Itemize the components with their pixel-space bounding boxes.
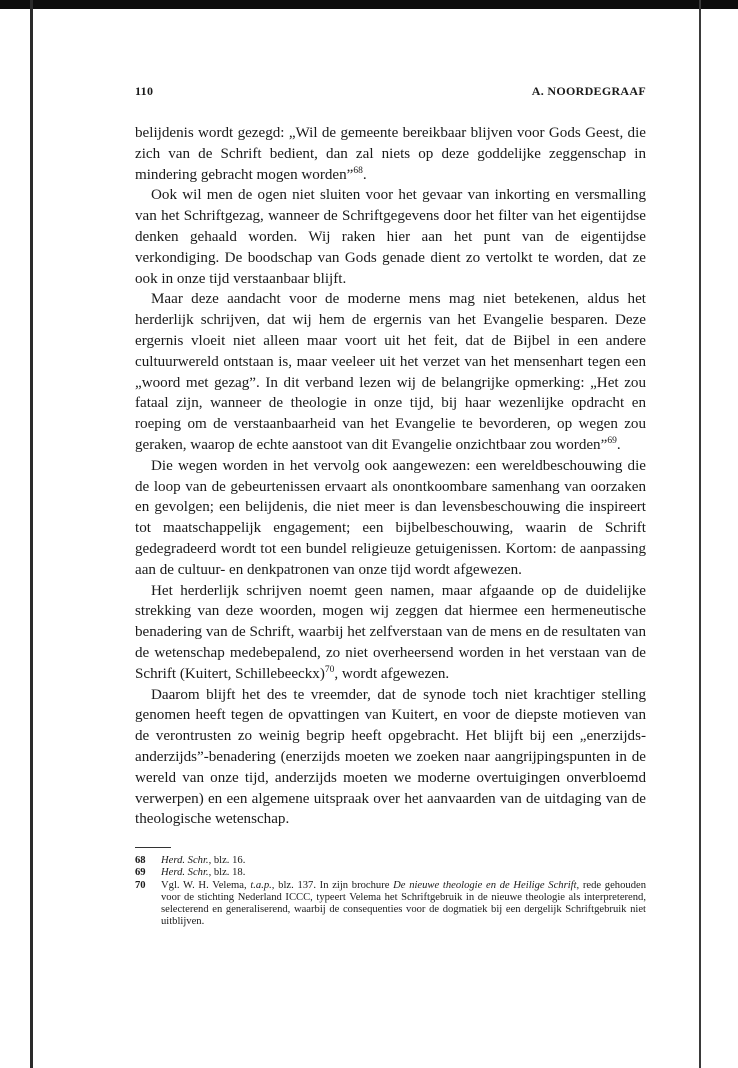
- scan-border-right: [699, 0, 701, 1068]
- footnote-text: [161, 867, 646, 879]
- footnote-number: 70: [135, 879, 146, 891]
- paragraph-text: Daarom blijft het des te vreemder, dat de synode toch niet krachtiger stelling genomen heeft tegen de opvattingen van Kuitert, en voor de diepste motieven van de verontrusten zo weinig begrip heeft opgebracht. Het blijft bij een „enerzijds-anderzijds”-benadering (enerzijds moeten we zoeken naar aangrijpingspunten in de wereld van onze tijd, anderzijds moeten we moderne overtuigingen onverbloemd verwerpen) en een algemene uitspraak over het aanvaarden van de uitdaging van de theologische wetenschap.: [135, 686, 646, 828]
- footnote-text: [161, 880, 646, 929]
- footnote-part: blz. 137. In zijn brochure: [274, 879, 394, 891]
- body-text: [135, 123, 646, 830]
- paragraph: [135, 123, 646, 185]
- paragraph-text: Ook wil men de ogen niet sluiten voor het gevaar van inkorting en versmalling van het Schriftgezag, wanneer de Schriftgegevens door het filter van het eigentijdse denken gehaald worden. Wij raken hier aan het punt van de eigentijdse verkondiging. De boodschap van Gods genade dient zo vertolkt te worden, dat ze ook in onze tijd verstaanbaar blijft.: [135, 187, 646, 287]
- paragraph: [135, 185, 646, 289]
- footnote-ref: 70: [324, 664, 335, 675]
- running-author: A. NOORDEGRAAF: [531, 84, 646, 98]
- footnote-part: rede gehouden voor de stichting Nederland ICCC, typeert Velema het Schriftgebruik in de nieuwe theologie als interpreterend, selecterend en generaliserend, waarbij de consequenties voor de dogmatiek bij een dergelijk Schriftgebruik niet uitblijven.: [161, 879, 646, 928]
- paragraph-text: Maar deze aandacht voor de moderne mens mag niet betekenen, aldus het herderlijk schrijven, dat wij hem de ergernis van het Evangelie besparen. Deze ergernis vloeit niet alleen maar voort uit het feit, dat de Bijbel in een andere cultuurwereld ontstaan is, maar veeleer uit het verzet van het mensenhart tegen een „woord met gezag”. In dit verband lezen wij de belangrijke opmerking: „Het zou fataal zijn, wanneer de theologie in onze tijd, bij haar wezenlijke opdracht en roeping om de verstaanbaarheid van het Evangelie te bevorderen, op wegen zou geraken, waarop de echte aanstoot van dit Evangelie onzichtbaar zou worden”: [135, 291, 646, 453]
- running-header: [135, 84, 646, 99]
- footnote-book-title: De nieuwe theologie en de Heilige Schrift,: [393, 879, 580, 891]
- footnote: [135, 855, 646, 867]
- paragraph: [135, 581, 646, 685]
- paragraph-text: Die wegen worden in het vervolg ook aangewezen: een wereldbeschouwing die de loop van de gebeurtenissen ervaart als onontkoombare samenhang van oorzaken en gevolgen; een belijdenis, die niet meer is dan levensbeschouwing die inspireert tot maatschappelijk engagement; een bijbelbeschouwing, waarin de Schrift gedegradeerd wordt tot een bundel religieuze getuigenissen. Kortom: de aanpassing aan de cultuur- en denkpatronen van onze tijd wordt afgewezen.: [135, 457, 646, 578]
- footnote-source-page: blz. 18.: [211, 867, 246, 879]
- footnote-ref: 69: [607, 435, 617, 446]
- footnote-text: [161, 855, 646, 867]
- paragraph-tail: .: [616, 436, 621, 453]
- page-number: 110: [135, 84, 154, 98]
- footnote-ref-abbrev: t.a.p.,: [250, 879, 275, 891]
- paragraph-text: Het herderlijk schrijven noemt geen namen, maar afgaande op de duidelijke strekking van deze woorden, mogen wij zeggen dat hiermee een hermeneutische benadering van de Schrift, waarbij het zelfverstaan van de mens en de resultaten van de wetenschap medebepalend, zo niet overheersend worden in het verstaan van de Schrift (Kuitert, Schillebeeckx): [135, 582, 646, 682]
- scan-border-top: [0, 0, 738, 9]
- paragraph-tail: .: [362, 166, 367, 183]
- footnote-source-title: Herd. Schr.,: [161, 855, 212, 867]
- paragraph-text: belijdenis wordt gezegd: „Wil de gemeente bereikbaar blijven voor Gods Geest, die zich van de Schrift bedient, dan zal niets op deze goddelijke zeggenschap in mindering gebracht mogen worden”: [135, 125, 646, 183]
- book-page: [135, 84, 646, 928]
- footnote-part: Vgl. W. H. Velema,: [161, 879, 251, 891]
- footnote: [135, 867, 646, 879]
- footnote-divider: [135, 847, 171, 848]
- footnote-source-title: Herd. Schr.,: [161, 867, 212, 879]
- footnote-number: 68: [135, 855, 146, 867]
- footnote: [135, 880, 646, 929]
- paragraph: [135, 456, 646, 581]
- paragraph: [135, 289, 646, 455]
- scan-border-left: [30, 0, 33, 1068]
- paragraph-tail: , wordt afgewezen.: [334, 665, 450, 682]
- footnote-number: 69: [135, 867, 146, 879]
- paragraph: [135, 685, 646, 831]
- footnote-source-page: blz. 16.: [211, 855, 246, 867]
- footnotes: [135, 855, 646, 928]
- footnote-ref: 68: [353, 165, 363, 176]
